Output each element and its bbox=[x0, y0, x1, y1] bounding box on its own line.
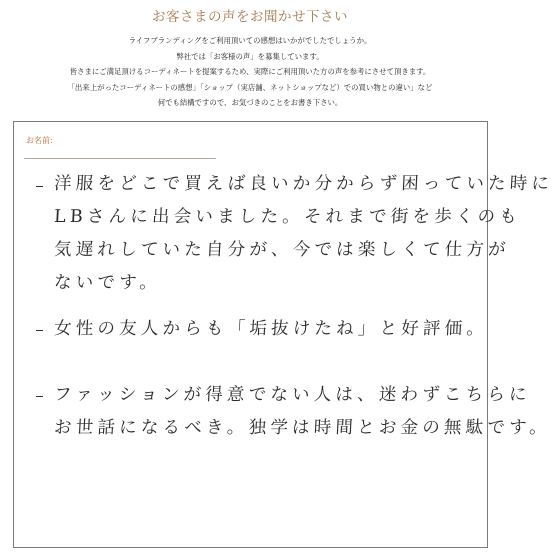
comment-form-box bbox=[13, 121, 554, 548]
page-title: お客さまの声をお聞かせ下さい bbox=[152, 9, 348, 25]
comment-line: 女性の友人からも「垢抜けたね」と好評価。 bbox=[53, 319, 489, 339]
comment-line: LBさんに出会いました。それまで街を歩くのも bbox=[53, 207, 522, 227]
comment-line: 洋服をどこで買えば良いか分からず困っていた時に bbox=[53, 174, 554, 194]
bullet-dash bbox=[36, 396, 43, 397]
intro-line: ライフブランディングをご利用頂いての感想はいかがでしたでしょうか。 bbox=[128, 36, 372, 45]
intro-text bbox=[0, 33, 500, 111]
intro-line: 何でも結構ですので、お気づきのことをお書き下さい。 bbox=[157, 98, 343, 108]
comment-line: お世話になるべき。独学は時間とお金の無駄です。 bbox=[53, 418, 552, 438]
comment-line: ないです。 bbox=[53, 273, 162, 293]
page-header bbox=[0, 0, 500, 118]
intro-line: 皆さまにご満足頂けるコーディネートを提案するため、実際にご利用頂いた方の声を参考にさせて頂きます。 bbox=[69, 67, 431, 77]
name-label: お名前: bbox=[26, 136, 53, 145]
intro-line: 弊社では「お客様の声」を募集しています。 bbox=[176, 51, 324, 61]
bullet-dash bbox=[36, 330, 43, 331]
intro-line: 「出来上がったコーディネートの感想」「ショップ（実店舗、ネットショップなど）での買い物との違い」など bbox=[67, 82, 433, 92]
comment-line: ファッションが得意でない人は、迷わずこちらに bbox=[53, 385, 532, 405]
bullet-dash bbox=[36, 186, 43, 187]
comment-line: 気遅れしていた自分が、今では楽しくて仕方が bbox=[53, 240, 511, 260]
name-underline bbox=[24, 158, 216, 159]
